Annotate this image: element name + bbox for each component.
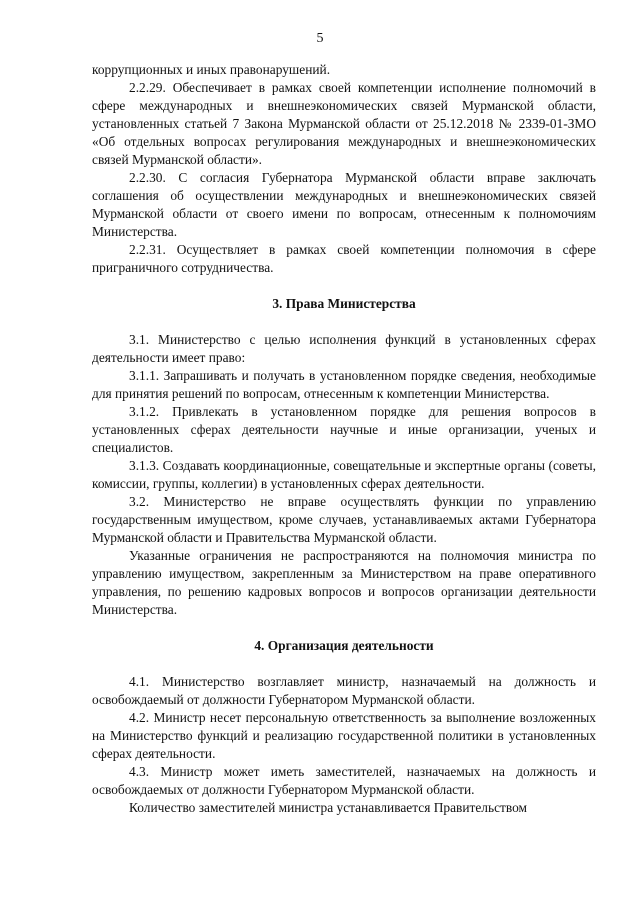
paragraph-continuation: коррупционных и иных правонарушений. xyxy=(92,62,331,77)
section-3-heading: 3. Права Министерства xyxy=(272,296,416,311)
paragraph-3-2-note: Указанные ограничения не распространяются на полномочия министра по управлению имуществом, закрепленным за Министерством на праве оперативного управления, по решению кадровых вопросов и вопросов организации деятельности Министерства. xyxy=(92,548,596,617)
paragraph-2-2-29: 2.2.29. Обеспечивает в рамках своей компетенции исполнение полномочий в сфере международных и внешнеэкономических связей Мурманской области, установленных статьей 7 Закона Мурманской области от 25.12.2018 № 2339-01-ЗМО «Об отдельных вопросах регулирования международных и внешнеэкономических связей Мурманской области». xyxy=(92,80,596,167)
paragraph-4-3-count: Количество заместителей министра устанавливается Правительством xyxy=(129,800,528,815)
paragraph-3-1-2: 3.1.2. Привлекать в установленном порядке для решения вопросов в установленных сферах деятельности научные и иные организации, ученых и специалистов. xyxy=(92,404,596,455)
page-number: 5 xyxy=(316,31,324,46)
paragraph-4-1: 4.1. Министерство возглавляет министр, назначаемый на должность и освобождаемый от должности Губернатором Мурманской области. xyxy=(92,674,596,707)
paragraph-2-2-30: 2.2.30. С согласия Губернатора Мурманской области вправе заключать соглашения об осуществлении международных и внешнеэкономических связей Мурманской области от своего имени по вопросам, отнесенным к полномочиям Министерства. xyxy=(92,170,596,239)
paragraph-3-1-1: 3.1.1. Запрашивать и получать в установленном порядке сведения, необходимые для принятия решений по вопросам, отнесенным к компетенции Министерства. xyxy=(92,368,596,401)
paragraph-2-2-31: 2.2.31. Осуществляет в рамках своей компетенции полномочия в сфере приграничного сотрудничества. xyxy=(92,242,596,275)
paragraph-3-1-3: 3.1.3. Создавать координационные, совещательные и экспертные органы (советы, комиссии, группы, коллегии) в установленных сферах деятельности. xyxy=(92,458,596,491)
paragraph-4-2: 4.2. Министр несет персональную ответственность за выполнение возложенных на Министерство функций и реализацию государственной политики в установленных сферах деятельности. xyxy=(92,710,596,761)
paragraph-4-3: 4.3. Министр может иметь заместителей, назначаемых на должность и освобождаемых от должности Губернатором Мурманской области. xyxy=(92,764,596,797)
section-4-heading: 4. Организация деятельности xyxy=(254,638,434,653)
document-body xyxy=(92,61,596,817)
paragraph-3-1: 3.1. Министерство с целью исполнения функций в установленных сферах деятельности имеет право: xyxy=(92,332,596,365)
paragraph-3-2: 3.2. Министерство не вправе осуществлять функции по управлению государственным имуществом, кроме случаев, устанавливаемых актами Губернатора Мурманской области и Правительства Мурманской области. xyxy=(92,494,596,545)
